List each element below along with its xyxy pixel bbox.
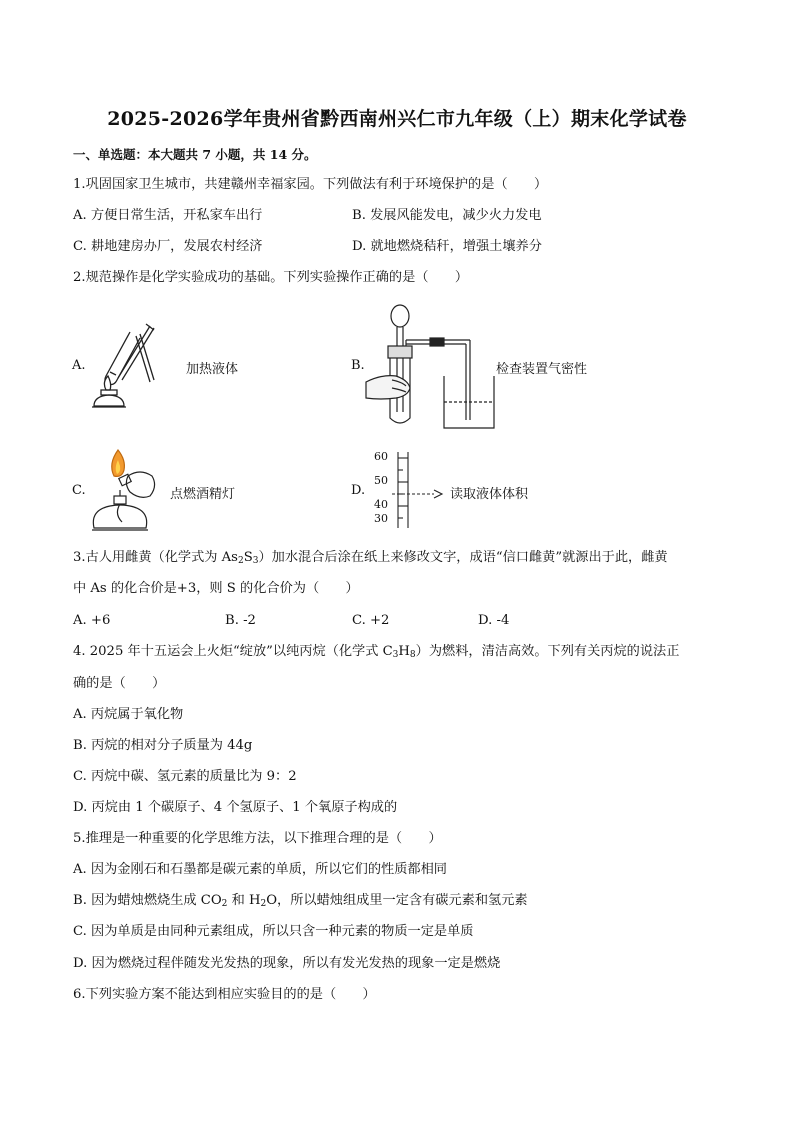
question-1-option-a: A. 方便日常生活，开私家车出行 [73, 208, 263, 223]
question-5-option-d: D. 因为燃烧过程伴随发光发热的现象，所以有发光发热的现象一定是燃烧 [73, 956, 501, 971]
cylinder-tick-40: 40 [374, 498, 388, 511]
question-4-option-b: B. 丙烷的相对分子质量为 44g [73, 738, 253, 753]
question-2-option-a-label: 加热液体 [186, 362, 239, 377]
heating-liquid-figure [88, 318, 188, 412]
question-4-option-a: A. 丙烷属于氧化物 [73, 707, 184, 722]
question-2-option-d-letter: D. [351, 483, 366, 498]
question-2-stem: 2.规范操作是化学实验成功的基础。下列实验操作正确的是（ ） [73, 270, 469, 285]
question-1-stem: 1.巩固国家卫生城市，共建赣州幸福家园。下列做法有利于环境保护的是（ ） [73, 177, 548, 192]
question-5-option-c: C. 因为单质是由同种元素组成，所以只含一种元素的物质一定是单质 [73, 924, 474, 939]
question-3-option-c: C. +2 [352, 613, 390, 628]
question-2-option-d-label: 读取液体体积 [450, 487, 529, 502]
cylinder-tick-60: 60 [374, 450, 388, 463]
question-6-stem: 6.下列实验方案不能达到相应实验目的的是（ ） [73, 987, 376, 1002]
question-3-option-b: B. -2 [225, 613, 256, 628]
question-3-stem-line-1: 3.古人用雌黄（化学式为 $As_2S_3$）加水混合后涂在纸上来修改文字，成语“信口雌黄”就源出于此，雌黄 [73, 550, 668, 566]
question-5-option-b: B. 因为蜡烛燃烧生成 $CO_2$ 和 $H_2O$，所以蜡烛组成里一定含有碳元素和氢元素 [73, 893, 528, 909]
airtightness-check-figure [362, 302, 502, 432]
alcohol-lamp-figure [84, 446, 174, 536]
question-2-option-a-letter: A. [72, 358, 86, 373]
question-3-stem-line-2: 中 As 的化合价是+3，则 S 的化合价为（ ） [73, 581, 359, 596]
question-4-stem-line-2: 确的是（ ） [73, 676, 166, 691]
question-4-stem-line-1: 4. 2025 年十五运会上火炬“绽放”以纯丙烷（化学式 $C_3H_8$）为燃料，清洁高效。下列有关丙烷的说法正 [73, 644, 680, 660]
question-3-option-d: D. -4 [478, 613, 510, 628]
question-2-option-c-label: 点燃酒精灯 [170, 487, 236, 502]
question-4-option-c: C. 丙烷中碳、氢元素的质量比为 9：2 [73, 769, 297, 784]
section-heading: 一、单选题：本大题共 7 小题，共 14 分。 [73, 147, 317, 162]
question-2-option-b-letter: B. [351, 358, 365, 373]
cylinder-tick-50: 50 [374, 474, 388, 487]
exam-title: 2025-2026学年贵州省黔西南州兴仁市九年级（上）期末化学试卷 [107, 108, 687, 130]
question-1-option-b: B. 发展风能发电，减少火力发电 [352, 208, 542, 223]
question-4-option-d: D. 丙烷由 1 个碳原子、4 个氢原子、1 个氧原子构成的 [73, 800, 398, 815]
question-2-option-b-label: 检查装置气密性 [496, 362, 588, 377]
question-5-option-a: A. 因为金刚石和石墨都是碳元素的单质，所以它们的性质都相同 [73, 862, 447, 877]
question-5-stem: 5.推理是一种重要的化学思维方法，以下推理合理的是（ ） [73, 831, 442, 846]
question-1-option-c: C. 耕地建房办厂，发展农村经济 [73, 239, 263, 254]
question-2-option-c-letter: C. [72, 483, 86, 498]
question-1-option-d: D. 就地燃烧秸秆，增强土壤养分 [352, 239, 542, 254]
cylinder-tick-30: 30 [374, 512, 388, 525]
question-3-option-a: A. +6 [73, 613, 111, 628]
